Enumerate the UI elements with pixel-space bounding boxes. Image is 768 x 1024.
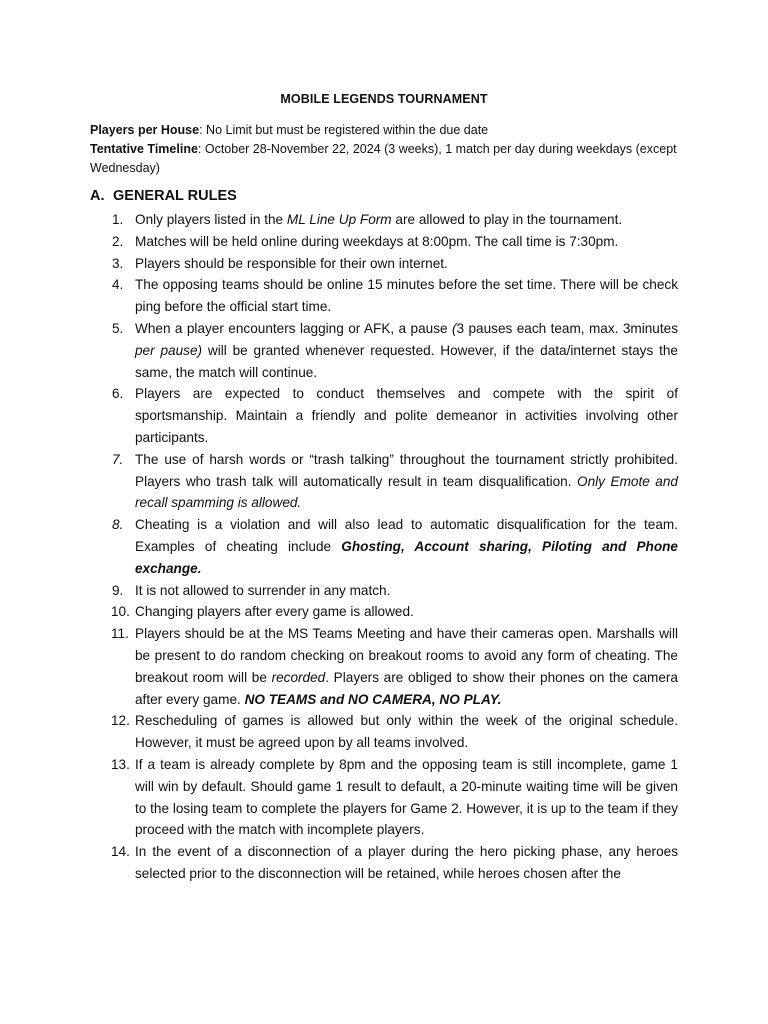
- rule-item-14: [90, 841, 678, 885]
- rule-number: 7.: [112, 451, 124, 467]
- rule-text: The opposing teams should be online 15 minutes before the set time. There will be check ping before the official start time.: [135, 277, 678, 315]
- rule-item-9: [90, 580, 678, 602]
- rule-text: Only players listed in the: [135, 212, 287, 227]
- rule-item-10: [90, 601, 678, 623]
- rule-text: If a team is already complete by 8pm and the opposing team is still incomplete, game 1 will win by default. Should game 1 result to default, a 20-minute waiting time will be given to the losing team to complete the players for Game 2. However, it is up to the team if they proceed with the match with incomplete players.: [135, 756, 678, 838]
- tentative-timeline-line: [90, 140, 680, 178]
- rules-list: [90, 209, 678, 885]
- rule-text: Players are expected to conduct themselves and compete with the spirit of sportsmanship. Maintain a friendly and polite demeanor in activities involving other participants.: [135, 386, 678, 445]
- rule-item-11: [90, 623, 678, 710]
- document-title: MOBILE LEGENDS TOURNAMENT: [280, 92, 488, 106]
- rule-item-13: [90, 754, 678, 841]
- rule-item-2: [90, 231, 678, 253]
- rule-text: Changing players after every game is allowed.: [135, 604, 414, 620]
- rule-italic-text: ML Line Up Form: [286, 212, 392, 227]
- rule-text: In the event of a disconnection of a player during the hero picking phase, any heroes selected prior to the disconnection will be retained, while heroes chosen after the: [135, 844, 678, 881]
- rule-number: 12.: [111, 713, 130, 729]
- rule-number: 1.: [112, 212, 124, 227]
- rule-italic-text: (: [451, 320, 457, 336]
- tentative-timeline-value: : October 28-November 22, 2024 (3 weeks), 1 match per day during weekdays (except Wednesday): [90, 142, 677, 175]
- rule-text: When a player encounters lagging or AFK, a pause: [135, 320, 452, 336]
- rule-item-8: [90, 514, 678, 579]
- rule-text: Matches will be held online during weekdays at 8:00pm. The call time is 7:30pm.: [135, 233, 619, 249]
- rule-text: The use of harsh words or “trash talking” throughout the tournament strictly prohibited. Players who trash talk will automatically result in team disqualification.: [135, 451, 678, 489]
- section-letter: A.: [90, 188, 105, 204]
- rule-bold-italic-text: Ghosting, Account sharing, Piloting and Phone exchange.: [135, 538, 678, 576]
- rule-italic-text: per pause): [135, 342, 203, 358]
- rule-text: 3 pauses each team, max. 3minutes: [456, 320, 678, 336]
- rule-number: 2.: [112, 233, 124, 249]
- rule-number: 11.: [111, 626, 129, 642]
- players-per-house-value: : No Limit but must be registered within the due date: [199, 123, 489, 137]
- rule-text: It is not allowed to surrender in any match.: [135, 582, 391, 598]
- rule-item-3: [90, 253, 678, 275]
- rule-number: 13.: [111, 756, 130, 772]
- rule-number: 6.: [112, 386, 124, 402]
- rule-bold-italic-text: NO TEAMS and NO CAMERA, NO PLAY.: [244, 691, 502, 707]
- rule-number: 3.: [112, 255, 124, 271]
- rule-text: Players should be responsible for their own internet.: [135, 255, 448, 271]
- rule-text: will be granted whenever requested. However, if the data/internet stays the same, the match will continue.: [135, 342, 678, 380]
- rule-item-12: [90, 710, 678, 754]
- rule-number: 14.: [111, 844, 130, 860]
- section-heading: [90, 188, 237, 204]
- section-title: GENERAL RULES: [113, 188, 237, 204]
- rule-text: Players should be at the MS Teams Meeting and have their cameras open. Marshalls will be present to do random checking on breakout rooms to avoid any form of cheating. The breakout room will be: [135, 626, 678, 685]
- rule-item-7: [90, 449, 678, 514]
- rule-italic-text: recorded: [271, 669, 326, 685]
- rule-item-5: [90, 318, 678, 383]
- rule-item-4: [90, 274, 678, 318]
- rule-number: 9.: [112, 582, 124, 598]
- rule-text: . Players are obliged to show their phones on the camera after every game.: [135, 669, 678, 707]
- rule-item-1: [90, 209, 678, 231]
- players-per-house-label: Players per House: [90, 123, 200, 137]
- rule-text: Cheating is a violation and will also lead to automatic disqualification for the team. Examples of cheating include: [135, 517, 678, 554]
- rule-item-6: [90, 383, 678, 448]
- players-per-house-line: [90, 121, 680, 140]
- rule-number: 4.: [112, 277, 124, 293]
- rule-italic-text: Only Emote and recall spamming is allowed.: [135, 473, 678, 511]
- rule-number: 8.: [112, 517, 124, 533]
- tentative-timeline-label: Tentative Timeline: [90, 142, 198, 156]
- rule-text: are allowed to play in the tournament.: [391, 212, 623, 227]
- rule-text: Rescheduling of games is allowed but only within the week of the original schedule. However, it must be agreed upon by all teams involved.: [135, 713, 678, 751]
- rule-number: 5.: [112, 320, 124, 336]
- rule-number: 10.: [111, 604, 130, 620]
